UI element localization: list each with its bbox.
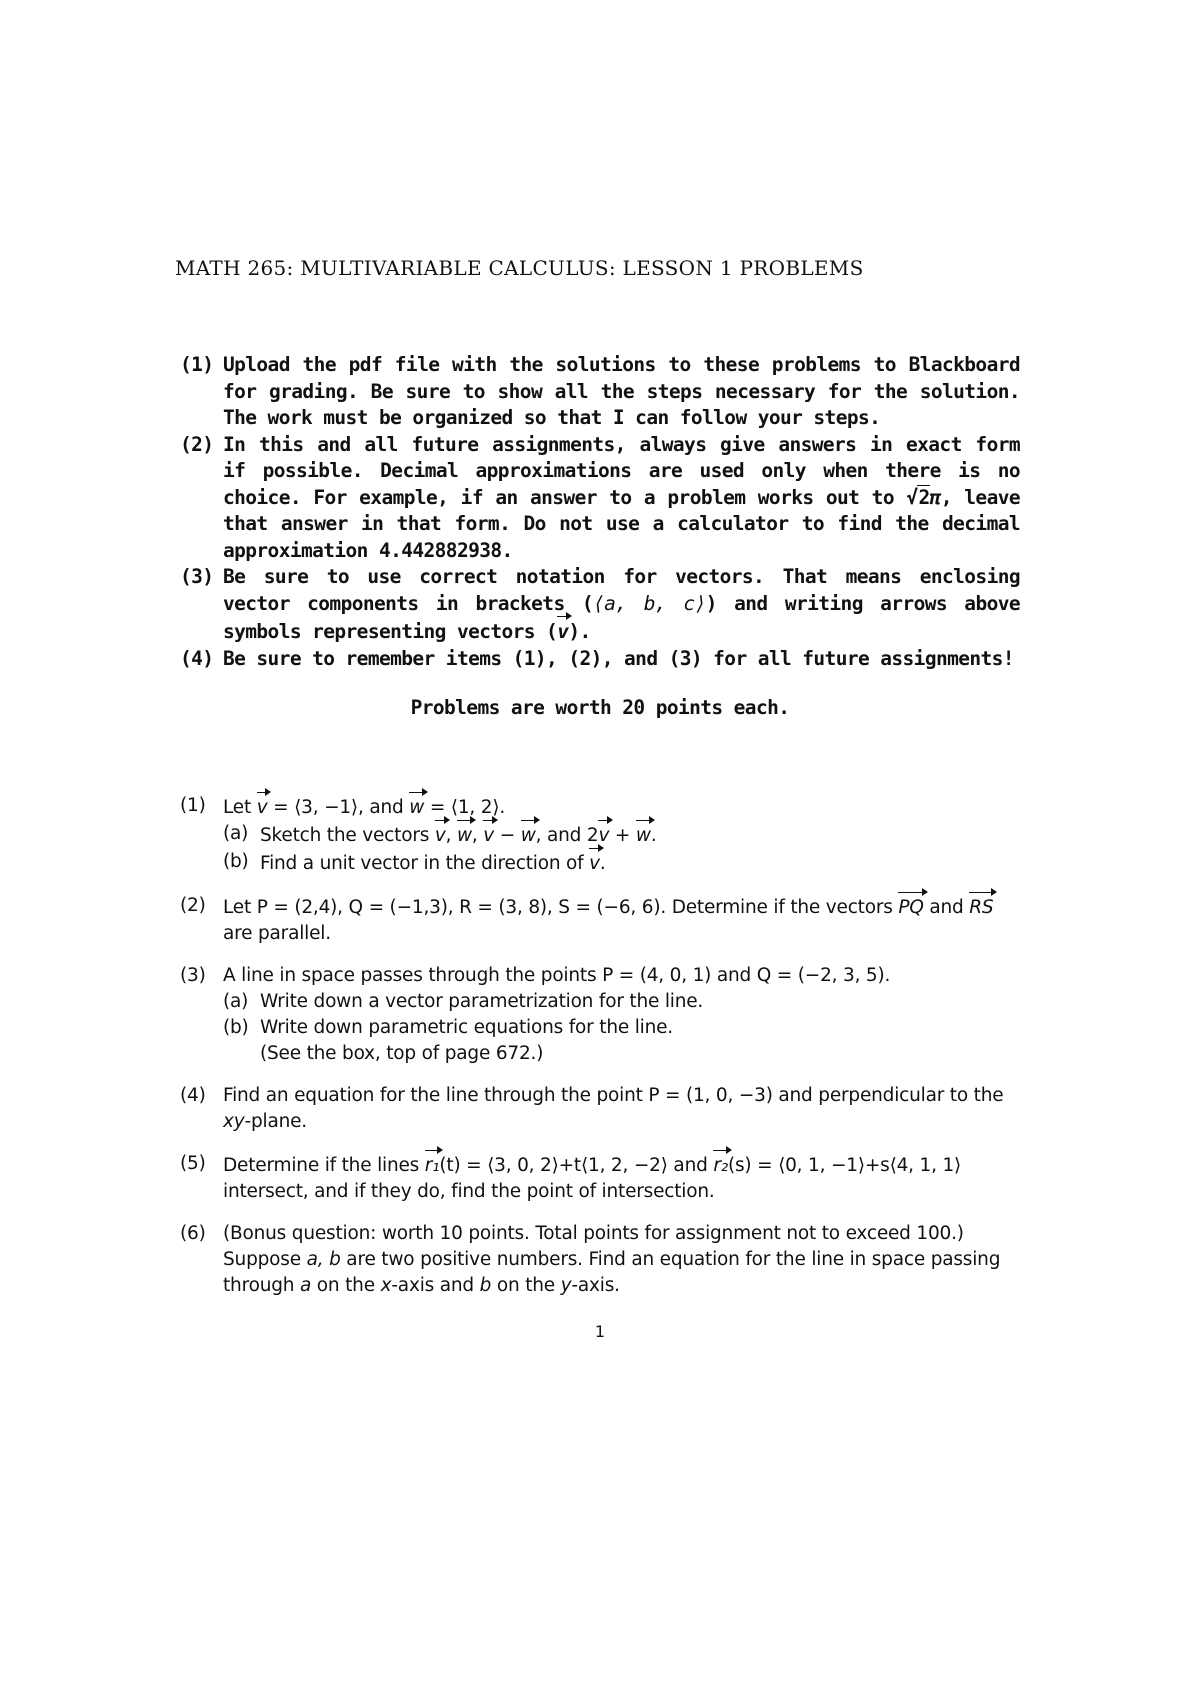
text: (s) = ⟨0, 1, −1⟩+s⟨4, 1, 1⟩	[727, 1155, 962, 1176]
math-x: x	[380, 1275, 392, 1296]
subpart-b	[223, 1015, 1020, 1067]
item-number: (2)	[180, 432, 214, 456]
item-text: In this and all future assignments, always give answers in exact form if possible. Decimal approximations are used only when there is no choice. For example, if an answer to a problem works out to	[223, 432, 1020, 509]
text: -plane.	[244, 1111, 307, 1132]
problem-number: (2)	[180, 895, 206, 916]
subpart-label: (a)	[223, 823, 249, 844]
vector-w: w	[409, 793, 424, 821]
math-ab: a, b	[306, 1249, 341, 1270]
problem-statement	[223, 793, 1020, 821]
problem-statement: A line in space passes through the points P = (4, 0, 1) and Q = (−2, 3, 5).	[223, 965, 891, 986]
subpart-b	[223, 849, 1020, 877]
text: (t) = ⟨3, 0, 2⟩+t⟨1, 2, −2⟩ and	[439, 1155, 714, 1176]
subpart-label: (a)	[223, 991, 249, 1012]
vector-v: v	[589, 849, 600, 877]
text: .	[650, 825, 657, 846]
vector-w: w	[521, 821, 536, 849]
text: Sketch the vectors	[260, 825, 435, 846]
text: are two positive numbers. Find an equation for the line in space passing through	[223, 1249, 1001, 1296]
vector-v: v	[557, 617, 568, 646]
text: -axis.	[571, 1275, 620, 1296]
vector-v: v	[435, 821, 446, 849]
text: ,	[445, 825, 457, 846]
item-text: Upload the pdf file with the solutions to these problems to Blackboard for grading. Be sure to show all the steps necessary for the solution. The work must be organized so that I can follow your steps.	[223, 353, 1020, 429]
item-number: (1)	[180, 353, 214, 376]
item-text-cont: ) and writing arrows above symbols representing vectors (	[223, 591, 1021, 643]
text: +	[609, 825, 636, 846]
text: Determine if the lines	[223, 1155, 425, 1176]
sqrt-radicand: 2	[918, 485, 930, 509]
text: Find a unit vector in the direction of	[260, 853, 590, 874]
vector-w: w	[457, 821, 472, 849]
bracket-notation: ⟨a, b, c⟩	[593, 591, 706, 615]
page-number: 1	[594, 1322, 606, 1341]
problem-3	[180, 963, 1020, 1067]
vector-v: v	[598, 821, 609, 849]
vector-pq: PQ	[898, 893, 923, 921]
instructions-list	[180, 352, 1020, 672]
item-text-cont: , leave that answer in that form. Do not use a calculator to find the decimal approximation 4.442882938.	[223, 485, 1020, 562]
subpart-a	[223, 821, 1020, 849]
instruction-item	[180, 646, 1020, 673]
text: Write down parametric equations for the line.	[260, 1017, 673, 1038]
problem-1	[180, 793, 1020, 877]
problem-5	[180, 1151, 1020, 1205]
vector-rs: RS	[969, 893, 993, 921]
text: , and 2	[535, 825, 599, 846]
problem-4	[180, 1083, 1020, 1135]
item-text-end: ).	[568, 620, 591, 643]
vector-w: w	[636, 821, 651, 849]
instruction-item	[180, 564, 1020, 646]
item-number: (3)	[180, 565, 214, 588]
text: = ⟨1, 2⟩.	[424, 797, 506, 818]
text: ,	[471, 825, 484, 846]
problem-number: (4)	[180, 1085, 206, 1106]
vector-v: v	[257, 793, 268, 821]
problem-2	[180, 893, 1020, 947]
text: Find an equation for the line through the point P = (1, 0, −3) and perpendicular to the	[223, 1085, 1004, 1106]
pi-symbol: π	[929, 485, 941, 509]
problem-number: (3)	[180, 965, 206, 986]
points-note: Problems are worth 20 points each.	[410, 696, 790, 719]
text: Let	[223, 797, 257, 818]
note: (See the box, top of page 672.)	[260, 1043, 544, 1064]
problem-number: (6)	[180, 1223, 206, 1244]
text: = ⟨3, −1⟩, and	[267, 797, 410, 818]
text: on the	[491, 1275, 561, 1296]
sqrt-symbol: √	[906, 485, 918, 509]
instruction-item	[180, 432, 1020, 565]
math-a: a	[299, 1275, 312, 1296]
text: and	[923, 897, 970, 918]
text: Let P = (2,4), Q = (−1,3), R = (3, 8), S = (−6, 6). Determine if the vectors	[223, 897, 899, 918]
vector-r2: r₂	[713, 1151, 728, 1179]
item-number: (4)	[180, 646, 214, 670]
subpart-label: (b)	[223, 851, 249, 872]
math-y: y	[560, 1275, 572, 1296]
text: −	[494, 825, 521, 846]
problem-number: (5)	[180, 1153, 206, 1174]
page-title: MATH 265: MULTIVARIABLE CALCULUS: LESSON 1 PROBLEMS	[175, 256, 864, 280]
problem-number: (1)	[180, 795, 206, 816]
math-xy: xy	[223, 1111, 245, 1132]
item-text: Be sure to use correct notation for vectors. That means enclosing vector components in brackets (	[223, 565, 1020, 615]
text: -axis and	[391, 1275, 480, 1296]
instruction-item	[180, 352, 1020, 432]
text: intersect, and if they do, find the point of intersection.	[223, 1181, 715, 1202]
math-b: b	[479, 1275, 492, 1296]
text: (Bonus question: worth 10 points. Total points for assignment not to exceed 100.) Suppose	[223, 1223, 964, 1270]
subpart-label: (b)	[223, 1017, 249, 1038]
item-text: Be sure to remember items (1), (2), and (3) for all future assignments!	[223, 646, 1014, 670]
problems-list	[180, 793, 1020, 1315]
problem-6	[180, 1221, 1020, 1299]
text: Write down a vector parametrization for the line.	[260, 991, 704, 1012]
text: .	[599, 853, 606, 874]
text: are parallel.	[223, 923, 331, 944]
vector-r1: r₁	[425, 1151, 440, 1179]
text: on the	[311, 1275, 381, 1296]
vector-v: v	[483, 821, 494, 849]
subpart-a	[223, 989, 1020, 1015]
